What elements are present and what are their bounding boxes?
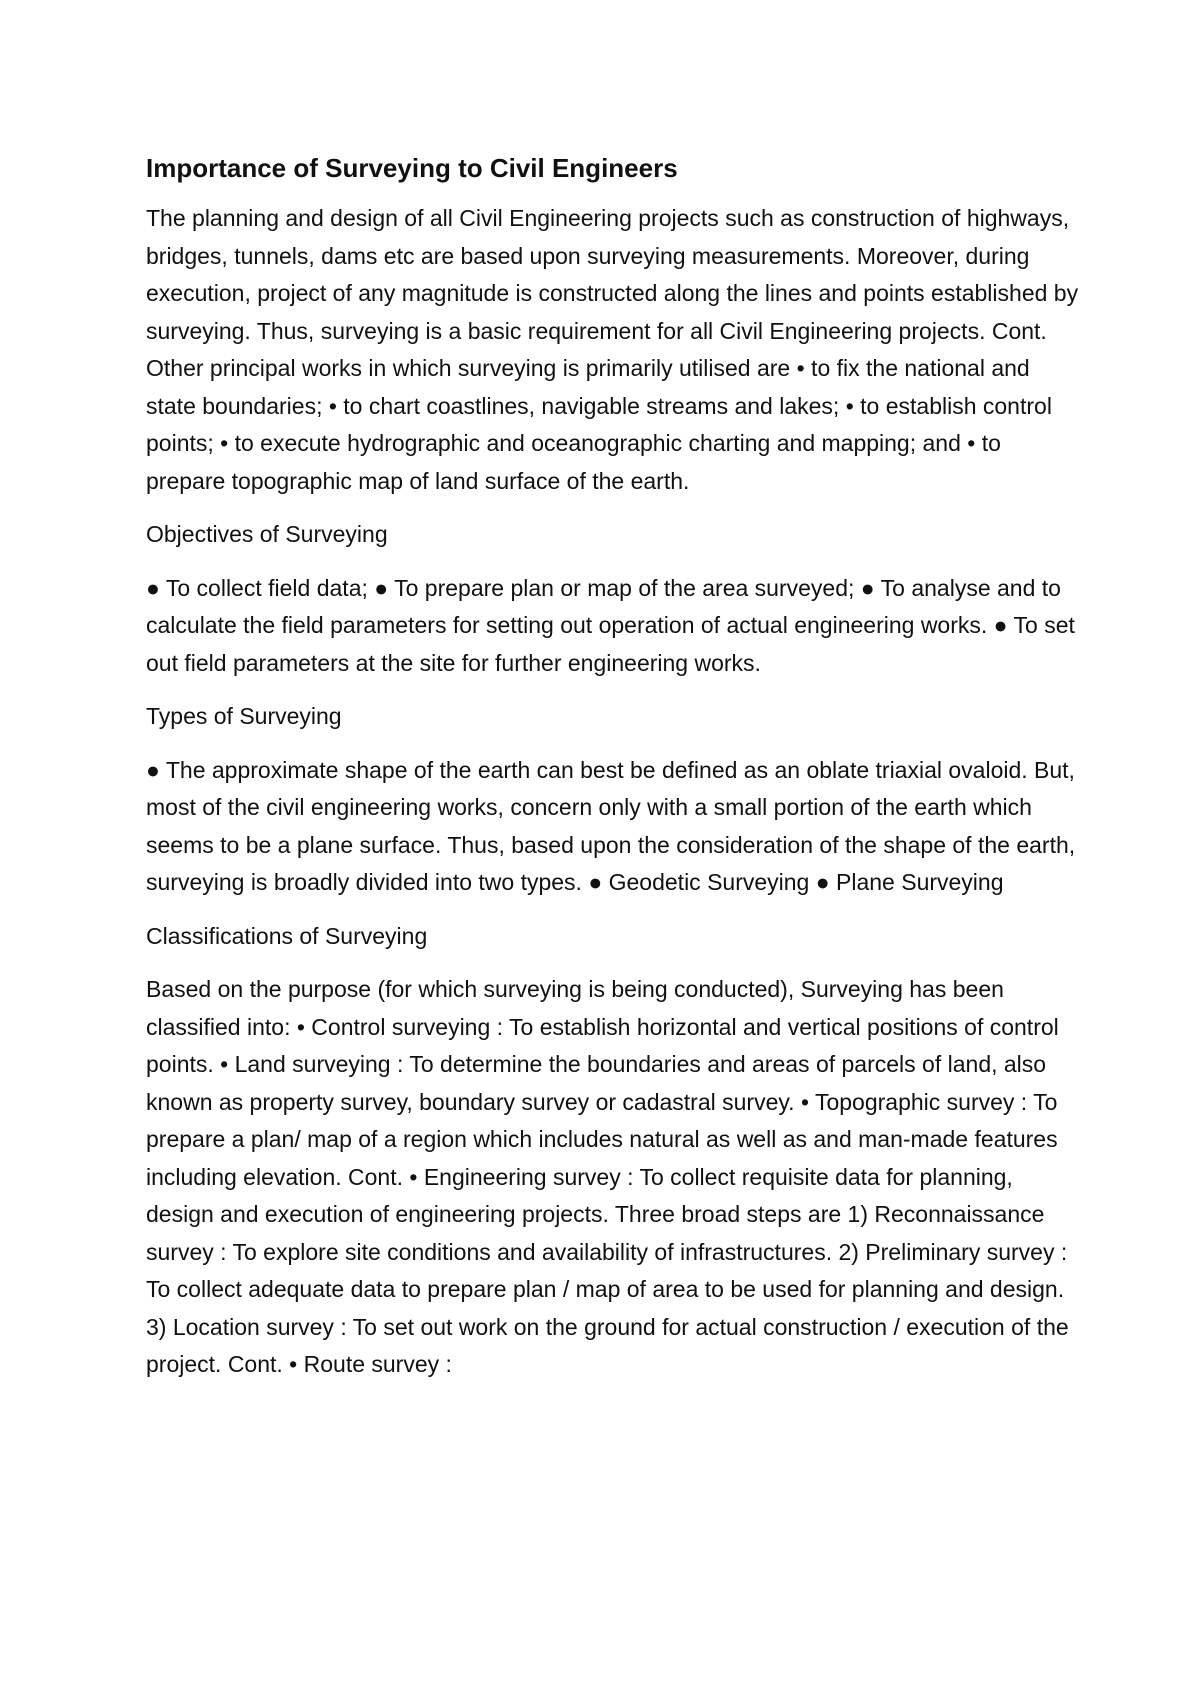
document-title: Importance of Surveying to Civil Engineers	[146, 153, 678, 183]
objectives-paragraph: ● To collect field data; ● To prepare plan or map of the area surveyed; ● To analyse and to calculate the field parameters for setting out operation of actual engineering works. ● To set out field parameters at the site for further engineering works.	[146, 574, 1075, 676]
types-heading: Types of Surveying	[146, 703, 342, 729]
classifications-heading: Classifications of Surveying	[146, 922, 428, 949]
intro-paragraph: The planning and design of all Civil Engineering projects such as construction of highways, bridges, tunnels, dams etc are based upon surveying measurements. Moreover, during execution, project of any magnitude is constructed along the lines and points established by surveying. Thus, surveying is a basic requirement for all Civil Engineering projects. Cont. Other principal works in which surveying is primarily utilised are • to fix the national and state boundaries; • to chart coastlines, navigable streams and lakes; • to establish control points; • to execute hydrographic and oceanographic charting and mapping; and • to prepare topographic map of land surface of the earth.	[146, 205, 1079, 494]
document-body	[146, 150, 1081, 1400]
types-paragraph: ● The approximate shape of the earth can best be defined as an oblate triaxial ovaloid. But, most of the civil engineering works, concern only with a small portion of the earth which seems to be a plane surface. Thus, based upon the consideration of the shape of the earth, surveying is broadly divided into two types. ● Geodetic Surveying ● Plane Surveying	[146, 756, 1076, 895]
objectives-heading: Objectives of Surveying	[146, 521, 388, 547]
classifications-paragraph: Based on the purpose (for which surveying is being conducted), Surveying has been classified into: • Control surveying : To establish horizontal and vertical positions of control points. • Land surveying : To determine the boundaries and areas of parcels of land, also known as property survey, boundary survey or cadastral survey. • Topographic survey : To prepare a plan/ map of a region which includes natural as well as and man-made features including elevation. Cont. • Engineering survey : To collect requisite data for planning, design and execution of engineering projects. Three broad steps are 1) Reconnaissance survey : To explore site conditions and availability of infrastructures. 2) Preliminary survey : To collect adequate data to prepare plan / map of area to be used for planning and design. 3) Location survey : To set out work on the ground for actual construction / execution of the project. Cont. • Route survey :	[146, 976, 1069, 1377]
